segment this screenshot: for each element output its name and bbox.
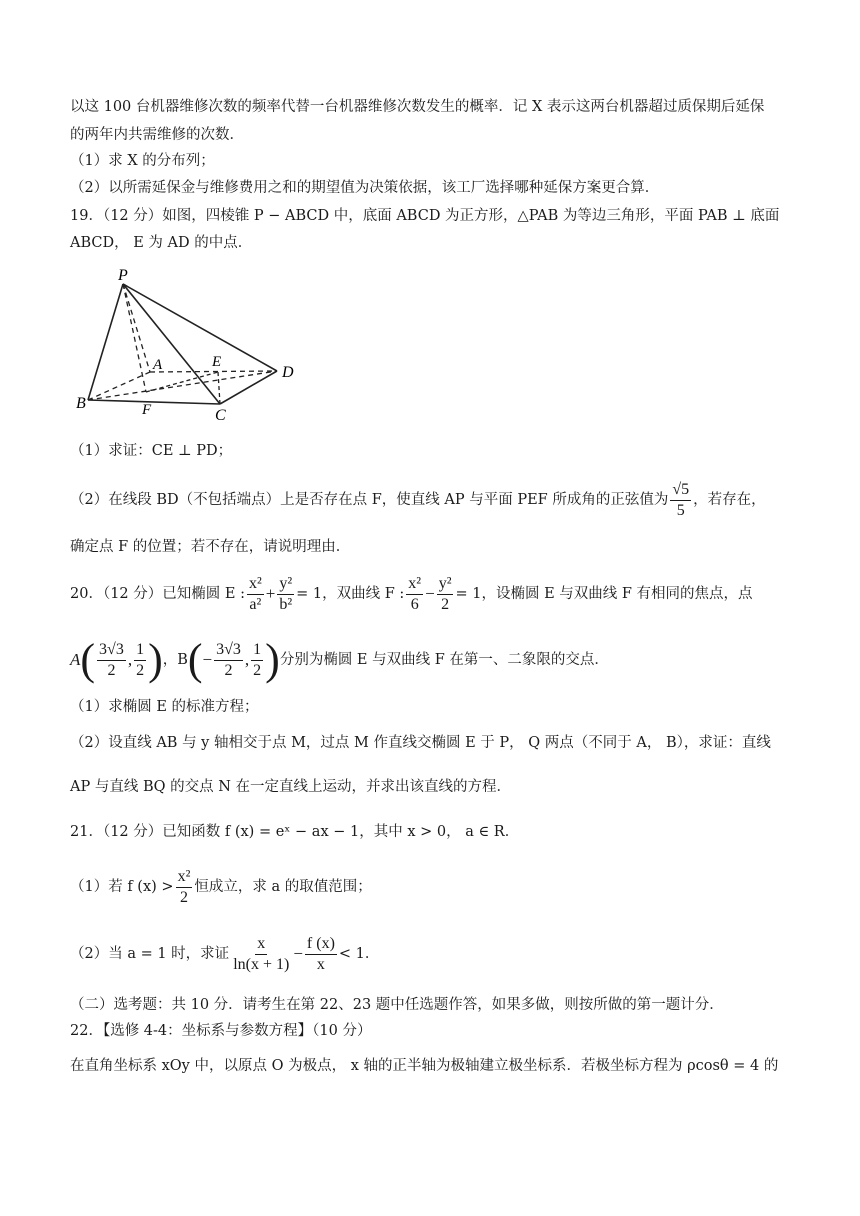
edge-BD [88, 371, 277, 400]
q21-part2-text: （2）当 a = 1 时，求证 [70, 946, 230, 962]
paren: ) [265, 635, 280, 684]
denominator: ln(x + 1) [233, 955, 290, 973]
fraction [134, 640, 146, 681]
edge-BC [88, 400, 220, 404]
fraction [214, 640, 243, 681]
minus-sign: − [425, 584, 435, 603]
denominator: a² [249, 595, 262, 613]
fraction-sqrt5-over-5 [670, 480, 691, 521]
numerator: f (x) [305, 934, 337, 955]
numerator: 1 [251, 640, 263, 661]
fraction [251, 640, 263, 681]
fraction [305, 934, 337, 975]
paren: ( [187, 635, 203, 684]
numerator: x² [176, 867, 193, 888]
pyramid-figure [70, 268, 310, 428]
numerator: 3√3 [97, 640, 126, 661]
q20-text: = 1，双曲线 F : [296, 586, 405, 602]
q20-text: = 1，设椭圆 E 与双曲线 F 有相同的焦点，点 [455, 586, 753, 602]
fraction [176, 867, 193, 908]
denominator: 2 [136, 661, 145, 679]
question-21-stem: 21．（12 分）已知函数 f (x) = eˣ − ax − 1，其中 x > 0， a ∈ R． [70, 824, 520, 840]
edge-PD [123, 284, 277, 371]
label-B: B [76, 395, 86, 412]
text-line: 以这 100 台机器维修次数的频率代替一台机器维修次数发生的概率．记 X 表示这两台机器超过质保期后延保 [70, 99, 765, 115]
denominator: x [316, 955, 325, 973]
denominator: 2 [253, 661, 262, 679]
question-20-points [70, 636, 800, 684]
denominator: 2 [179, 888, 188, 906]
plus-sign: + [265, 584, 276, 603]
numerator: 1 [134, 640, 146, 661]
text-line: （1）求 X 的分布列； [70, 153, 215, 169]
question-21-part1 [70, 865, 800, 909]
q21-part1-text: （1）若 f (x) > [70, 879, 174, 895]
numerator: x² [247, 574, 264, 595]
denominator: 2 [224, 661, 233, 679]
question-22-stem: 在直角坐标系 xOy 中，以原点 O 为极点， x 轴的正半轴为极轴建立极坐标系．若极坐标方程为 ρcosθ = 4 的 [70, 1058, 779, 1074]
label-E: E [212, 354, 222, 370]
q21-part2-text-end: < 1． [338, 946, 380, 962]
optional-section-header: （二）选考题：共 10 分．请考生在第 22、23 题中任选题作答，如果多做，则按所做的第一题计分． [70, 997, 724, 1013]
question-19-stem-cont: ABCD， E 为 AD 的中点． [70, 235, 253, 251]
label-F: F [142, 402, 152, 418]
edge-PC [123, 284, 220, 404]
comma: , [244, 650, 250, 669]
label-P: P [118, 268, 128, 284]
fraction [406, 574, 423, 615]
denominator: b² [279, 595, 293, 613]
label-C: C [215, 407, 226, 424]
point-A-label: A [70, 650, 81, 669]
q20-text: 20．（12 分）已知椭圆 E : [70, 586, 245, 602]
edge-PB [88, 284, 123, 400]
question-19-part1: （1）求证：CE ⊥ PD； [70, 443, 233, 459]
question-19-stem: 19．（12 分）如图，四棱锥 P − ABCD 中，底面 ABCD 为正方形，△PAB 为等边三角形，平面 PAB ⊥ 底面 [70, 208, 780, 224]
denominator: 5 [676, 501, 685, 519]
paren: ( [80, 635, 96, 684]
numerator: x [255, 934, 267, 955]
question-21-part2 [70, 932, 800, 976]
question-20-part2-cont: AP 与直线 BQ 的交点 N 在一定直线上运动，并求出该直线的方程． [70, 779, 512, 795]
denominator: 6 [410, 595, 419, 613]
question-20-stem [70, 572, 800, 616]
label-A: A [153, 357, 163, 373]
fraction [437, 574, 454, 615]
numerator: x² [406, 574, 423, 595]
fraction [97, 640, 126, 681]
minus-sign: − [293, 944, 303, 963]
denominator: 2 [441, 595, 450, 613]
question-22-title: 22．【选修 4-4：坐标系与参数方程】（10 分） [70, 1023, 372, 1039]
q21-part1-text-end: 恒成立，求 a 的取值范围； [194, 879, 372, 895]
q20-points-text: 分别为椭圆 E 与双曲线 F 在第一、二象限的交点． [279, 652, 609, 668]
numerator: y² [437, 574, 454, 595]
minus-sign: − [202, 650, 213, 669]
fraction [231, 934, 291, 975]
q19-part2-text: （2）在线段 BD（不包括端点）上是否存在点 F，使直线 AP 与平面 PEF 所成角的正弦值为 [70, 492, 669, 508]
question-19-part2-cont: 确定点 F 的位置；若不存在，请说明理由． [70, 539, 351, 555]
edge-AD [150, 371, 277, 372]
label-D: D [282, 364, 294, 381]
comma: , [127, 650, 133, 669]
numerator: 3√3 [214, 640, 243, 661]
question-20-part2: （2）设直线 AB 与 y 轴相交于点 M，过点 M 作直线交椭圆 E 于 P， Q 两点（不同于 A， B），求证：直线 [70, 735, 771, 751]
fraction [277, 574, 294, 615]
question-20-part1: （1）求椭圆 E 的标准方程； [70, 699, 259, 715]
edge-CE [218, 372, 220, 404]
paren: ) [148, 635, 163, 684]
edge-PF [123, 284, 146, 392]
text-line: 的两年内共需维修的次数． [70, 127, 244, 143]
denominator: 2 [107, 661, 116, 679]
text-line: （2）以所需延保金与维修费用之和的期望值为决策依据，该工厂选择哪种延保方案更合算． [70, 180, 660, 196]
question-19-part2 [70, 478, 800, 522]
point-B-label: ，B [162, 652, 188, 668]
numerator: √5 [670, 480, 691, 501]
fraction [247, 574, 264, 615]
numerator: y² [277, 574, 294, 595]
q19-part2-text-end: ，若存在， [693, 492, 766, 508]
